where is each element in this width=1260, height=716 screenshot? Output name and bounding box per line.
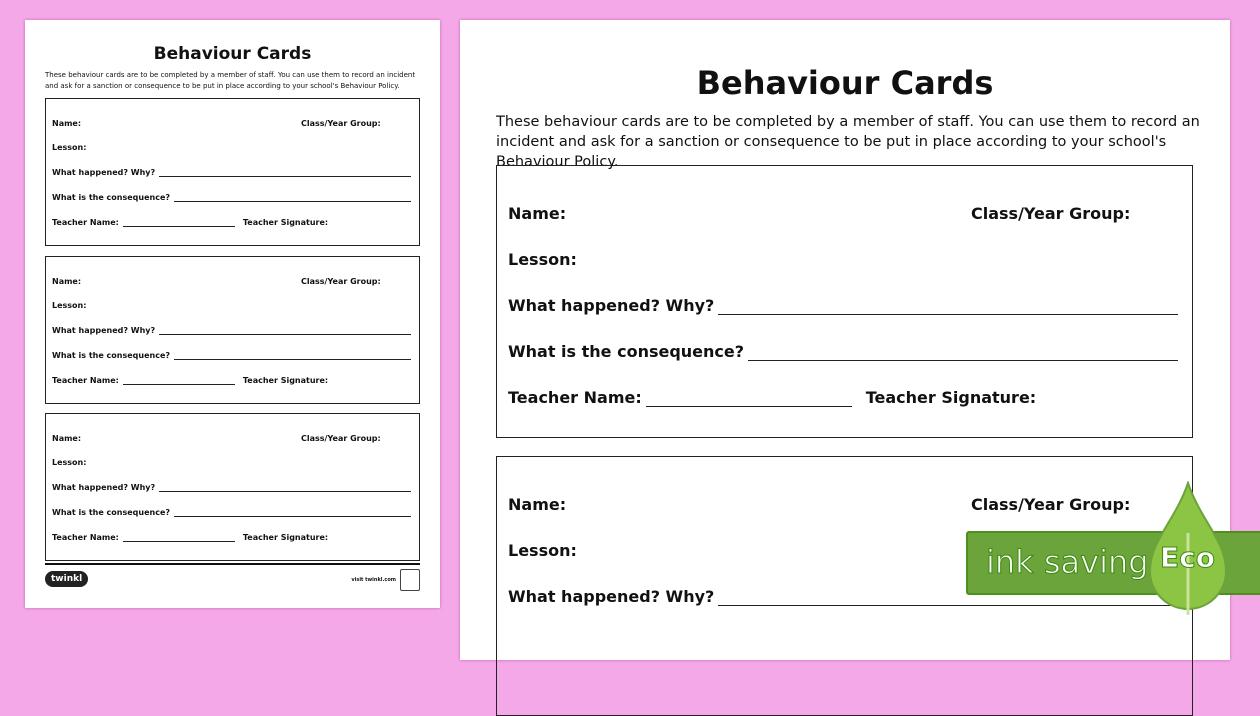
page-title: Behaviour Cards: [696, 64, 994, 102]
eco-label: Eco: [1160, 541, 1215, 574]
consequence-row: [46, 508, 419, 517]
intro-text: These behaviour cards are to be completed by a member of staff. You can use them to record an incident and ask for a sanction or consequence to be put in place according to your school's Behaviour Policy.: [45, 71, 416, 90]
teacher-row: [46, 218, 419, 227]
eco-leaf-icon: [1146, 481, 1230, 617]
signature-label: Teacher Signature:: [242, 218, 329, 227]
what-happened-row: [46, 326, 419, 335]
answer-line: [123, 534, 235, 542]
teacher-label: Teacher Name:: [508, 388, 642, 407]
name-label: Name:: [52, 277, 82, 286]
page-footer: [45, 563, 420, 584]
consequence-label: What is the consequence?: [52, 351, 171, 360]
teacher-row: [46, 376, 419, 385]
answer-line: [159, 484, 411, 492]
consequence-row: [46, 193, 419, 202]
signature-label: Teacher Signature:: [865, 388, 1037, 407]
name-row: [497, 204, 1192, 223]
class-year-label: Class/Year Group:: [301, 277, 381, 286]
answer-line: [748, 345, 1178, 361]
lesson-row: [46, 458, 419, 467]
answer-line: [123, 219, 235, 227]
answer-line: [646, 391, 852, 407]
teacher-row: [46, 533, 419, 542]
teacher-label: Teacher Name:: [52, 533, 119, 542]
name-row: [46, 119, 419, 128]
what-label: What happened? Why?: [52, 483, 156, 492]
lesson-label: Lesson:: [52, 301, 87, 310]
answer-line: [718, 299, 1178, 315]
behaviour-card: [45, 413, 420, 561]
thumbnail-page: [25, 20, 440, 608]
answer-line: [159, 169, 411, 177]
what-label: What happened? Why?: [508, 296, 715, 315]
teacher-row: [497, 388, 1192, 407]
lesson-label: Lesson:: [508, 541, 577, 560]
signature-label: Teacher Signature:: [242, 533, 329, 542]
twinkl-logo: twinkl: [45, 571, 88, 587]
name-row: [497, 495, 1192, 514]
consequence-label: What is the consequence?: [508, 342, 745, 361]
what-label: What happened? Why?: [508, 587, 715, 606]
consequence-row: [497, 342, 1192, 361]
lesson-label: Lesson:: [52, 458, 87, 467]
behaviour-card: [496, 165, 1193, 438]
answer-line: [174, 509, 411, 517]
answer-line: [123, 377, 235, 385]
name-label: Name:: [508, 204, 567, 223]
lesson-label: Lesson:: [508, 250, 577, 269]
what-happened-row: [46, 168, 419, 177]
what-happened-row: [497, 296, 1192, 315]
lesson-row: [497, 250, 1192, 269]
ink-saving-label: ink saving: [986, 543, 1149, 581]
behaviour-card: [45, 256, 420, 404]
behaviour-card: [45, 98, 420, 246]
consequence-label: What is the consequence?: [52, 508, 171, 517]
consequence-label: What is the consequence?: [52, 193, 171, 202]
what-happened-row: [46, 483, 419, 492]
answer-line: [159, 327, 411, 335]
page-title: Behaviour Cards: [153, 44, 312, 64]
name-label: Name:: [508, 495, 567, 514]
quality-badge-icon: [400, 569, 420, 591]
name-row: [46, 277, 419, 286]
name-label: Name:: [52, 119, 82, 128]
answer-line: [174, 194, 411, 202]
answer-line: [174, 352, 411, 360]
lesson-row: [46, 143, 419, 152]
name-row: [46, 434, 419, 443]
consequence-row: [46, 351, 419, 360]
visit-link: visit twinkl.com: [351, 577, 396, 583]
class-year-label: Class/Year Group:: [301, 119, 381, 128]
what-label: What happened? Why?: [52, 326, 156, 335]
class-year-label: Class/Year Group:: [971, 495, 1131, 514]
class-year-label: Class/Year Group:: [301, 434, 381, 443]
what-label: What happened? Why?: [52, 168, 156, 177]
name-label: Name:: [52, 434, 82, 443]
class-year-label: Class/Year Group:: [971, 204, 1131, 223]
teacher-label: Teacher Name:: [52, 376, 119, 385]
signature-label: Teacher Signature:: [242, 376, 329, 385]
teacher-label: Teacher Name:: [52, 218, 119, 227]
intro-text: These behaviour cards are to be completed by a member of staff. You can use them to record an incident and ask for a sanction or consequence to be put in place according to your school's Behaviour Policy.: [496, 114, 1200, 170]
lesson-row: [46, 301, 419, 310]
lesson-label: Lesson:: [52, 143, 87, 152]
